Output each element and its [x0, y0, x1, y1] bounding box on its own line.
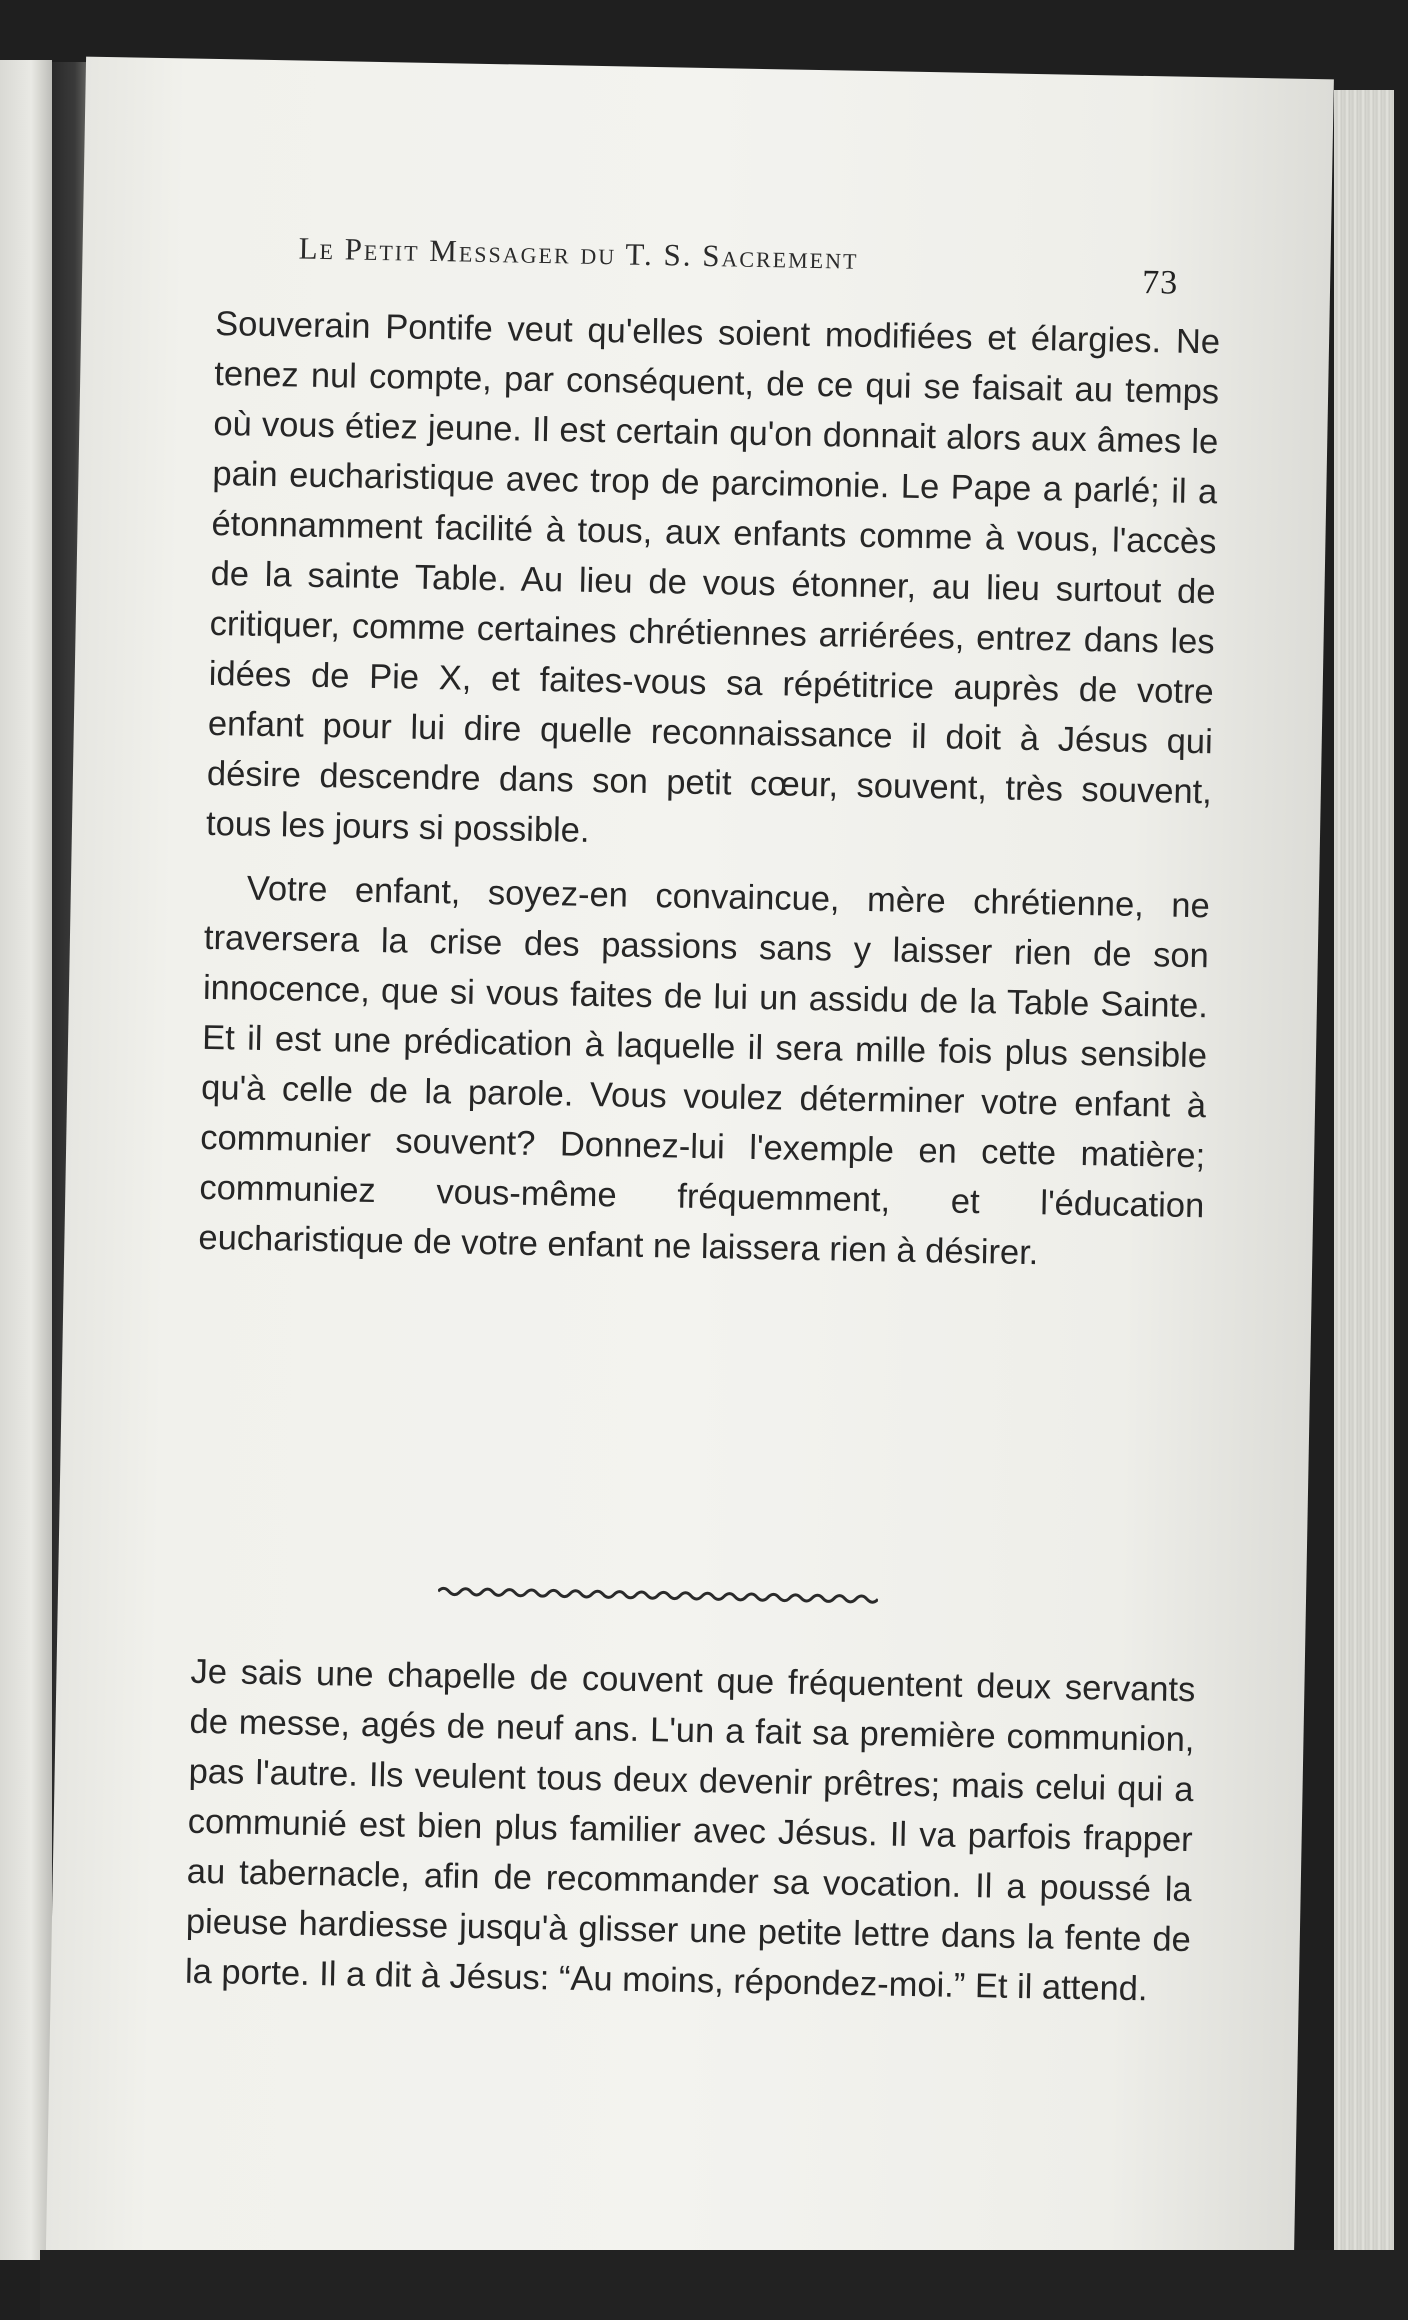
text-block-top [198, 299, 1220, 1281]
running-header: Le Petit Messager du T. S. Sacrement [298, 230, 859, 276]
page-number: 73 [1141, 263, 1179, 302]
page-stack-edges [1334, 90, 1394, 2250]
paragraph-continuation: Souverain Pontife veut qu'elles soient modifiées et élargies. Ne tenez nul compte, par conséquent, de ce qui se faisait au temps où vous étiez jeune. Il est certain qu'on donnait alors aux âmes le pain eucharistique avec trop de parcimonie. Le Pape a parlé; il a étonnamment facilité à tous, aux enfants comme à vous, l'accès de la sainte Table. Au lieu de vous étonner, au lieu surtout de critiquer, comme certaines chrétiennes arriérées, entrez dans les idées de Pie X, et faites-vous sa répétitrice auprès de votre enfant pour lui dire quelle reconnaissance il doit à Jésus qui désire descendre dans son petit cœur, souvent, très souvent, tous les jours si possible. [205, 304, 1221, 850]
text-block-bottom [185, 1647, 1196, 2015]
bottom-shadow [40, 2250, 1408, 2320]
book-page [46, 57, 1334, 2280]
facing-page-edge [0, 60, 52, 2260]
paragraph-mother-advice: Votre enfant, soyez-en convaincue, mère chrétienne, ne traversera la crise des passions sans y laisser rien de son innocence, que si vous faites de lui un assidu de la Table Sainte. Et il est une prédication à laquelle il sera mille fois plus sensible qu'à celle de la parole. Vous voulez déterminer votre enfant à communier souvent? Donnez-lui l'exemple en cette matière; communiez vous-même fréquemment, et l'éducation eucharistique de votre enfant ne laissera rien à désirer. [198, 869, 1211, 1273]
paragraph-chapel-anecdote: Je sais une chapelle de couvent que fréquentent deux servants de messe, agés de neuf ans. L'un a fait sa première communion, pas l'autre. Ils veulent tous deux devenir prêtres; mais celui qui a communié est bien plus familier avec Jésus. Il va parfois frapper au tabernacle, afin de recommander sa vocation. Il a poussé la pieuse hardiesse jusqu'à glisser une petite lettre dans la fente de la porte. Il a dit à Jésus: “Au moins, répondez-moi.” Et il attend. [184, 1652, 1196, 2009]
wavy-divider-ornament [438, 1579, 878, 1611]
